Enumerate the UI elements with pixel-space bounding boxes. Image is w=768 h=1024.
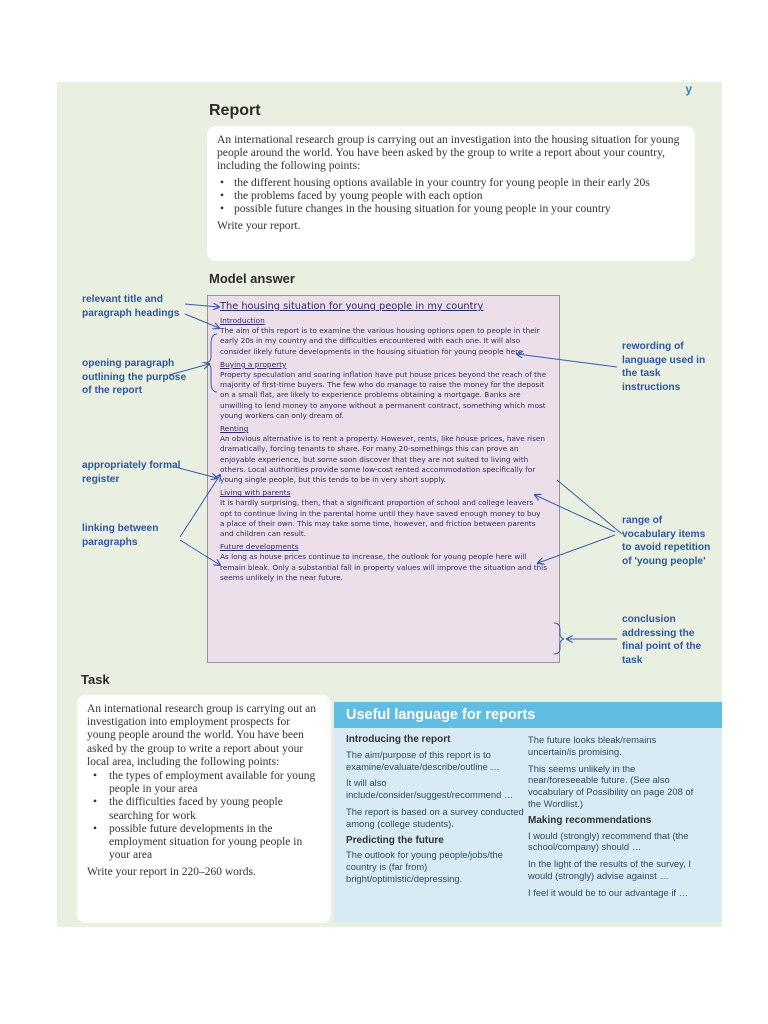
model-section-heading: Future developments [220, 542, 299, 552]
model-section-heading: Renting [220, 424, 249, 434]
task-instructions-box [77, 695, 331, 923]
arrow-linking-1 [180, 475, 220, 537]
useful-subheading: Predicting the future [346, 834, 444, 846]
model-section-heading: Introduction [220, 316, 265, 325]
report-intro: An international research group is carrying out an investigation into the housing situation for young people around the world. You have been asked by the group to write a report about your country, including the following points: [217, 133, 680, 172]
task-heading: Task [81, 672, 110, 687]
useful-phrase: The aim/purpose of this report is to examine/evaluate/describe/outline … [346, 748, 500, 772]
arrow-rewording [517, 354, 617, 367]
useful-phrase: In the light of the results of the survey, I would (strongly) advise against … [528, 858, 691, 881]
model-answer-heading: Model answer [209, 271, 295, 286]
brace-conclusion [554, 623, 564, 654]
textbook-page [57, 82, 722, 927]
task-bullet: • the types of employment available for young people in your area [87, 770, 321, 796]
page-corner-text: y [685, 82, 692, 96]
arrow-vocab-2 [538, 535, 615, 563]
useful-language-title: Useful language for reports [334, 702, 722, 728]
useful-phrase: The report is based on a survey conducted among (college students). [346, 805, 524, 829]
model-section-heading: Buying a property [220, 359, 287, 369]
task-intro: An international research group is carrying out an investigation into employment prospects for young people around the world. You have been asked by the group to write a report about your local area, including the following points: [87, 703, 316, 768]
useful-phrase: The future looks bleak/remains uncertain/is promising. [528, 734, 657, 757]
model-section-body: The aim of this report is to examine the various housing options open to people in their early 20s in my country and the difficulties encountered with each one. It will also consider likely future developments in the housing situation for young people here. [220, 326, 540, 356]
model-answer-title: The housing situation for young people in my country [220, 301, 484, 312]
brace-intro [206, 334, 217, 392]
arrow-to-intro [169, 364, 209, 375]
task-bullet: • possible future developments in the employment situation for young people in your area [87, 823, 321, 863]
report-bullet: • the different housing options available in your country for young people in their early 20s [217, 176, 685, 189]
useful-phrase: I would (strongly) recommend that (the school/company) should … [528, 829, 689, 853]
arrow-vocab-1 [535, 495, 615, 532]
useful-phrase: This seems unlikely in the near/foreseeable future. (See also vocabulary of Possibility on page 208 of the Wordlist.) [528, 762, 694, 809]
report-bullet: • the problems faced by young people with each option [217, 189, 685, 202]
useful-phrase: It will also include/consider/suggest/recommend … [346, 777, 514, 801]
annotation-title-headings: relevant title and paragraph headings [82, 294, 180, 319]
arrow-vocab-3 [557, 480, 622, 534]
arrow-linking-2 [180, 540, 220, 565]
useful-language-right-column [528, 734, 706, 904]
model-section-body: Property speculation and soaring inflation have put house prices beyond the reach of the majority of first-time buyers. The few who do manage to raise the money for the deposit on a small flat, are likely to experience problems obtaining a mortgage. Banks are unwilling to lend money to anyone without a permanent contract, something which most young workers can only dream of. [220, 370, 547, 420]
task-bullet: • the difficulties faced by young people searching for work [87, 796, 321, 822]
useful-subheading: Introducing the report [346, 734, 451, 745]
model-section-heading: Living with parents [220, 488, 291, 498]
annotation-vocabulary: range of vocabulary items to avoid repetition of 'young people' [622, 515, 711, 567]
report-heading: Report [209, 102, 261, 119]
task-closing: Write your report in 220–260 words. [87, 866, 256, 879]
arrow-to-title [185, 304, 219, 307]
useful-phrase: The outlook for young people/jobs/the country is (far from) bright/optimistic/depressing. [346, 849, 503, 884]
arrow-to-heading [185, 314, 219, 328]
useful-phrase: I feel it would be to our advantage if … [528, 886, 688, 898]
model-section-body: As long as house prices continue to increase, the outlook for young people here will remain bleak. Only a substantial fall in property values will improve the situation and this seems unlikely in the near future. [220, 552, 548, 582]
annotation-formal-register: appropriately formal register [82, 460, 181, 485]
useful-language-panel [334, 702, 722, 922]
report-bullet: • possible future changes in the housing situation for young people in your country [217, 202, 685, 215]
annotation-conclusion: conclusion addressing the final point of the task [622, 614, 702, 666]
annotation-opening-paragraph: opening paragraph outlining the purpose of the report [82, 358, 187, 396]
arrow-to-formal [175, 467, 217, 478]
model-section-body: It is hardly surprising, then, that a significant proportion of school and college leavers opt to continue living in the parental home until they have saved enough money to buy a place of their own. This may take some time, however, and friction between parents and children can result. [220, 498, 541, 539]
report-closing: Write your report. [217, 219, 301, 232]
model-section-body: An obvious alternative is to rent a property. However, rents, like house prices, have risen dramatically, forcing tenants to share. For many 20-somethings this can prove an enjoyable experience, but some soon discover that they are not suited to living with others. Local authorities provide some low-cost rented accommodation specifically for young single people, but this tends to be in very short supply. [220, 434, 546, 485]
annotation-linking: linking between paragraphs [82, 523, 159, 548]
useful-subheading: Making recommendations [528, 814, 652, 826]
useful-language-left-column [346, 734, 524, 890]
annotation-rewording: rewording of language used in the task instructions [622, 341, 706, 393]
task-bullet-list [87, 770, 321, 862]
